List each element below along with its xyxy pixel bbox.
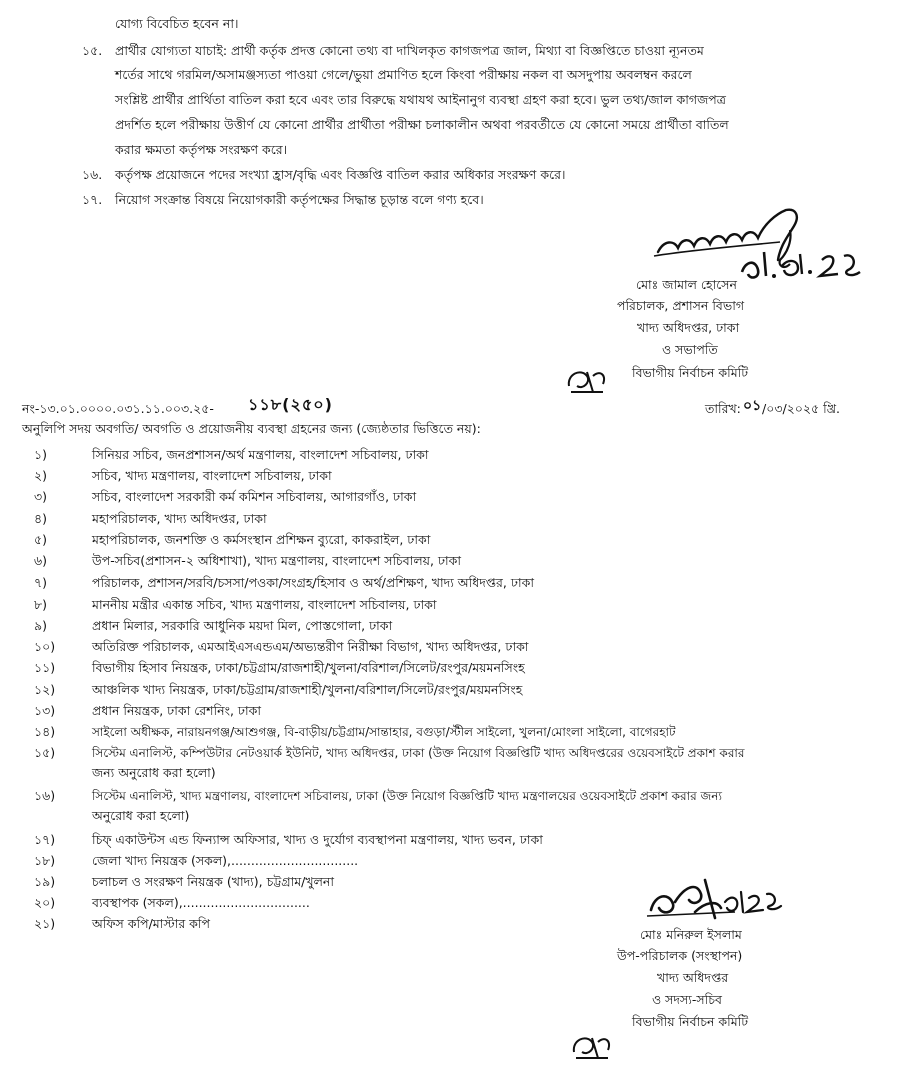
carry-over-line: যোগ্য বিবেচিত হবেন না। [115, 16, 239, 31]
signatory-1-committee: বিভাগীয় নির্বাচন কমিটি [632, 365, 749, 380]
list-item-number: ১৫) [34, 745, 56, 760]
list-item: জেলা খাদ্য নিয়ন্ত্রক (সকল),................................ [92, 853, 359, 868]
clause-15-line-4: প্রদর্শিত হলে পরীক্ষায় উত্তীর্ণ যে কোনো প্রার্থীর প্রার্থীতা পরীক্ষা চলাকালীন অথবা পরবর্তীতে যে কোনো সময়ে প্রার্থীতা বাতিল [115, 117, 729, 132]
list-item: বিভাগীয় হিসাব নিয়ন্ত্রক, ঢাকা/চট্টগ্রাম/রাজশাহী/খুলনা/বরিশাল/সিলেট/রংপুর/ময়মনসিংহ [92, 660, 525, 675]
list-item-number: ৮) [34, 597, 47, 612]
list-item: ব্যবস্থাপক (সকল),................................ [92, 895, 310, 910]
clause-number: ১৬. [82, 167, 103, 182]
list-item-continuation: জন্য অনুরোধ করা হলো) [92, 765, 216, 780]
list-item-number: ৫) [34, 532, 47, 547]
list-item: সিনিয়র সচিব, জনপ্রশাসন/অর্থ মন্ত্রণালয়, বাংলাদেশ সচিবালয়, ঢাকা [92, 447, 429, 462]
list-item-number: ১৮) [34, 853, 56, 868]
list-item: চলাচল ও সংরক্ষণ নিয়ন্ত্রক (খাদ্য), চট্টগ্রাম/খুলনা [92, 874, 334, 889]
handwritten-date-jamal [738, 240, 878, 285]
copy-list-heading: অনুলিপি সদয় অবগতি/ অবগতি ও প্রয়োজনীয় ব্যবস্থা গ্রহনের জন্য (জ্যেষ্ঠতার ভিত্তিতে নয়): [22, 421, 481, 436]
list-item: মাননীয় মন্ত্রীর একান্ত সচিব, খাদ্য মন্ত্রণালয়, বাংলাদেশ সচিবালয়, ঢাকা [92, 597, 437, 612]
list-item: মহাপরিচালক, জনশক্তি ও কর্মসংস্থান প্রশিক্ষন ব্যুরো, কাকরাইল, ঢাকা [92, 532, 431, 547]
memo-number-prefix: নং-১৩.০১.০০০০.০৩১.১১.০০৩.২৫- [22, 401, 214, 416]
list-item-number: ১৯) [34, 874, 56, 889]
list-item-number: ১৬) [34, 788, 56, 803]
list-item: সিস্টেম এনালিস্ট, কম্পিউটার নেটওয়ার্ক ইউনিট, খাদ্য অধিদপ্তর, ঢাকা (উক্ত নিয়োগ বিজ্ঞপ্তিটি খাদ্য অধিদপ্তরের ওয়েবসাইটে প্রকাশ করার [92, 746, 745, 760]
list-item: পরিচালক, প্রশাসন/সরবি/চসসা/পওকা/সংগ্রহ/হিসাব ও অর্থ/প্রশিক্ষণ, খাদ্য অধিদপ্তর, ঢাকা [92, 575, 534, 590]
clause-15-line-5: করার ক্ষমতা কর্তৃপক্ষ সংরক্ষণ করে। [115, 142, 288, 157]
handwritten-initials-1 [563, 362, 613, 398]
list-item: সচিব, খাদ্য মন্ত্রণালয়, বাংলাদেশ সচিবালয়, ঢাকা [92, 468, 332, 483]
list-item: অতিরিক্ত পরিচালক, এমআইএসএন্ডএম/অভ্যন্তরীণ নিরীক্ষা বিভাগ, খাদ্য অধিদপ্তর, ঢাকা [92, 639, 529, 654]
list-item-number: ১২) [34, 682, 56, 697]
list-item: সিস্টেম এনালিস্ট, খাদ্য মন্ত্রণালয়, বাংলাদেশ সচিবালয়, ঢাকা (উক্ত নিয়োগ বিজ্ঞপ্তিটি খাদ্য মন্ত্রণালয়ের ওয়েবসাইটে প্রকাশ করার জন্য [92, 789, 722, 803]
memo-number-handwritten: ১১৮(২৫০) [248, 395, 333, 414]
date-day-handwritten: ০১ [743, 398, 762, 414]
list-item-number: ৪) [34, 511, 47, 526]
list-item: চিফ্ একাউন্টস এন্ড ফিন্যান্স অফিসার, খাদ্য ও দুর্যোগ ব্যবস্থাপনা মন্ত্রণালয়, খাদ্য ভবন, ঢাকা [92, 832, 543, 847]
clause-16-line-1: কর্তৃপক্ষ প্রয়োজনে পদের সংখ্যা হ্রাস/বৃদ্ধি এবং বিজ্ঞপ্তি বাতিল করার অধিকার সংরক্ষণ করে। [115, 167, 566, 182]
list-item-number: ৭) [34, 575, 48, 590]
clause-number: ১৭. [82, 192, 103, 207]
list-item-number: ১৩) [34, 703, 56, 718]
clause-15-line-2: শর্তের সাথে গরমিল/অসামঞ্জস্যতা পাওয়া গেলে/ভুয়া প্রমাণিত হলে কিংবা পরীক্ষায় নকল বা অসদুপায় অবলম্বন করলে [115, 67, 692, 82]
signatory-2-office: খাদ্য অধিদপ্তর [657, 970, 729, 985]
list-item-continuation: অনুরোধ করা হলো) [92, 808, 190, 823]
list-item-number: ১৭) [34, 832, 56, 847]
list-item-number: ৯) [34, 618, 47, 633]
list-item: অফিস কপি/মাস্টার কপি [92, 916, 210, 931]
signatory-1-name: মোঃ জামাল হোসেন [636, 277, 737, 292]
signatory-1-role: ও সভাপতি [662, 342, 718, 357]
list-item-number: ১০) [34, 639, 56, 654]
list-item: আঞ্চলিক খাদ্য নিয়ন্ত্রক, ঢাকা/চট্টগ্রাম/রাজশাহী/খুলনা/বরিশাল/সিলেট/রংপুর/ময়মনসিংহ [92, 682, 523, 697]
handwritten-initials-2 [568, 1028, 618, 1064]
date-label: তারিখ: [705, 401, 741, 416]
date-rest: /০৩/২০২৫ খ্রি. [762, 401, 840, 416]
signatory-2-role: ও সদস্য-সচিব [652, 992, 722, 1007]
list-item: সচিব, বাংলাদেশ সরকারী কর্ম কমিশন সচিবালয়, আগারগাঁও, ঢাকা [92, 489, 417, 504]
list-item: মহাপরিচালক, খাদ্য অধিদপ্তর, ঢাকা [92, 511, 267, 526]
list-item: সাইলো অধীক্ষক, নারায়নগঞ্জ/আশুগঞ্জ, বি-বাড়ীয়/চট্টগ্রাম/সান্তাহার, বগুড়া/স্টীল সাইলো, খুলনা/মোংলা সাইলো, বাগেরহাট [92, 725, 676, 739]
list-item-number: ২১) [34, 916, 56, 931]
signatory-2-name: মোঃ মনিরুল ইসলাম [640, 927, 742, 942]
clause-15-line-1: প্রার্থীর যোগ্যতা যাচাই: প্রার্থী কর্তৃক প্রদত্ত কোনো তথ্য বা দাখিলকৃত কাগজপত্র জাল, মিথ্যা বা বিজ্ঞপ্তিতে চাওয়া ন্যূনতম [115, 43, 704, 58]
list-item: প্রধান মিলার, সরকারি আধুনিক ময়দা মিল, পোস্তগোলা, ঢাকা [92, 618, 393, 633]
clause-15-line-3: সংশ্লিষ্ট প্রার্থীর প্রার্থিতা বাতিল করা হবে এবং তার বিরুদ্ধে যথাযথ আইনানুগ ব্যবস্থা গ্রহণ করা হবে। ভুল তথ্য/জাল কাগজপত্র [115, 92, 726, 107]
list-item: উপ-সচিব(প্রশাসন-২ অধিশাখা), খাদ্য মন্ত্রণালয়, বাংলাদেশ সচিবালয়, ঢাকা [92, 553, 462, 568]
clause-number: ১৫. [82, 43, 103, 58]
list-item-number: ১৪) [34, 724, 56, 739]
signatory-2-title: উপ-পরিচালক (সংস্থাপন) [617, 948, 743, 963]
signatory-2-committee: বিভাগীয় নির্বাচন কমিটি [632, 1014, 749, 1029]
list-item-number: ৬) [34, 553, 48, 568]
clause-17-line-1: নিয়োগ সংক্রান্ত বিষয়ে নিয়োগকারী কর্তৃপক্ষের সিদ্ধান্ত চূড়ান্ত বলে গণ্য হবে। [115, 192, 484, 207]
handwritten-signature-monirul [645, 872, 795, 927]
list-item: প্রধান নিয়ন্ত্রক, ঢাকা রেশনিং, ঢাকা [92, 703, 261, 718]
list-item-number: ৩) [34, 489, 48, 504]
signatory-1-office: খাদ্য অধিদপ্তর, ঢাকা [637, 320, 740, 335]
list-item-number: ১১) [34, 660, 56, 675]
list-item-number: ২) [34, 468, 48, 483]
signatory-1-title: পরিচালক, প্রশাসন বিভাগ [617, 298, 745, 313]
list-item-number: ১) [34, 447, 47, 462]
list-item-number: ২০) [34, 895, 56, 910]
